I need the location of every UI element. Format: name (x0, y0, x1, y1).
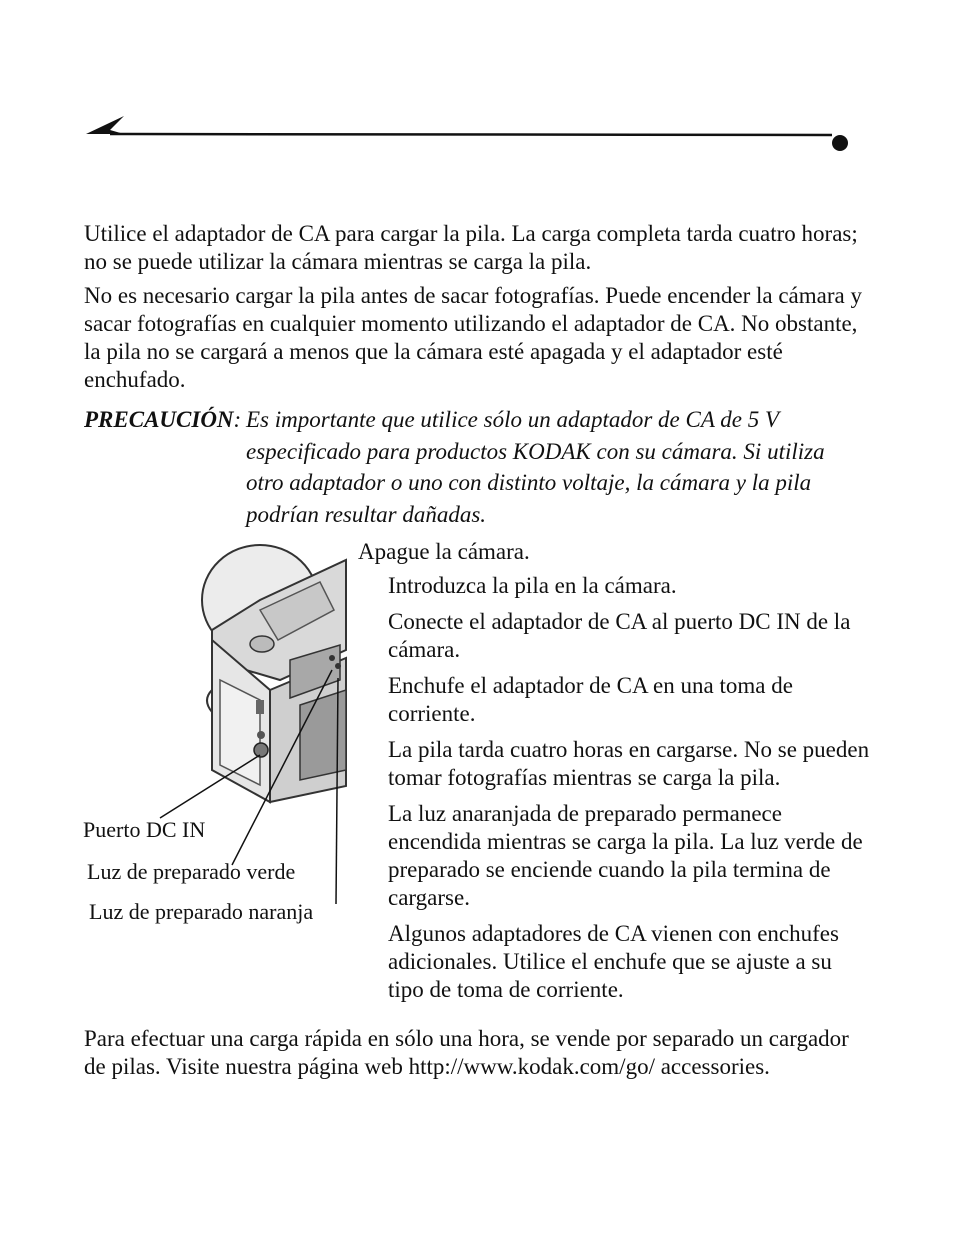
step-6: La luz anaranjada de preparado permanece encendida mientras se carga la pila. La luz verde de preparado se enciende cuando la pila termina de cargarse. (388, 801, 863, 910)
callout-green-light: Luz de preparado verde (87, 859, 296, 884)
caution-label: PRECAUCIÓN: (84, 407, 242, 432)
header-swoosh-icon (86, 116, 124, 134)
step-2: Introduzca la pila en la cámara. (388, 573, 677, 598)
header-rule (80, 108, 860, 158)
step-3: Conecte el adaptador de CA al puerto DC IN de la cámara. (388, 609, 851, 662)
final-paragraph: Para efectuar una carga rápida en sólo una hora, se vende por separado un cargador de pilas. Visite nuestra página web http://www.kodak.com/go/ accessories. (84, 1026, 849, 1079)
step-7: Algunos adaptadores de CA vienen con enchufes adicionales. Utilice el enchufe que se ajuste a su tipo de toma de corriente. (388, 921, 839, 1002)
step-5: La pila tarda cuatro horas en cargarse. No se pueden tomar fotografías mientras se carga la pila. (388, 737, 870, 790)
callout-dc-in: Puerto DC IN (83, 817, 206, 842)
callout-orange-light: Luz de preparado naranja (89, 899, 314, 924)
header-dot-icon (832, 135, 848, 151)
caution-text: Es importante que utilice sólo un adaptador de CA de 5 V especificado para productos KODAK con su cámara. Si utiliza otro adaptador o uno con distinto voltaje, la cámara y la pila podrían resultar dañadas. (246, 407, 825, 527)
step-4: Enchufe el adaptador de CA en una toma de corriente. (388, 673, 793, 726)
step-1: Apague la cámara. (358, 539, 530, 564)
note-paragraph: No es necesario cargar la pila antes de sacar fotografías. Puede encender la cámara y sacar fotografías en cualquier momento utilizando el adaptador de CA. No obstante, la pila no se cargará a menos que la cámara esté apagada y el adaptador esté enchufado. (84, 283, 862, 392)
intro-paragraph: Utilice el adaptador de CA para cargar la pila. La carga completa tarda cuatro horas; no se puede utilizar la cámara mientras se carga la pila. (84, 221, 858, 274)
